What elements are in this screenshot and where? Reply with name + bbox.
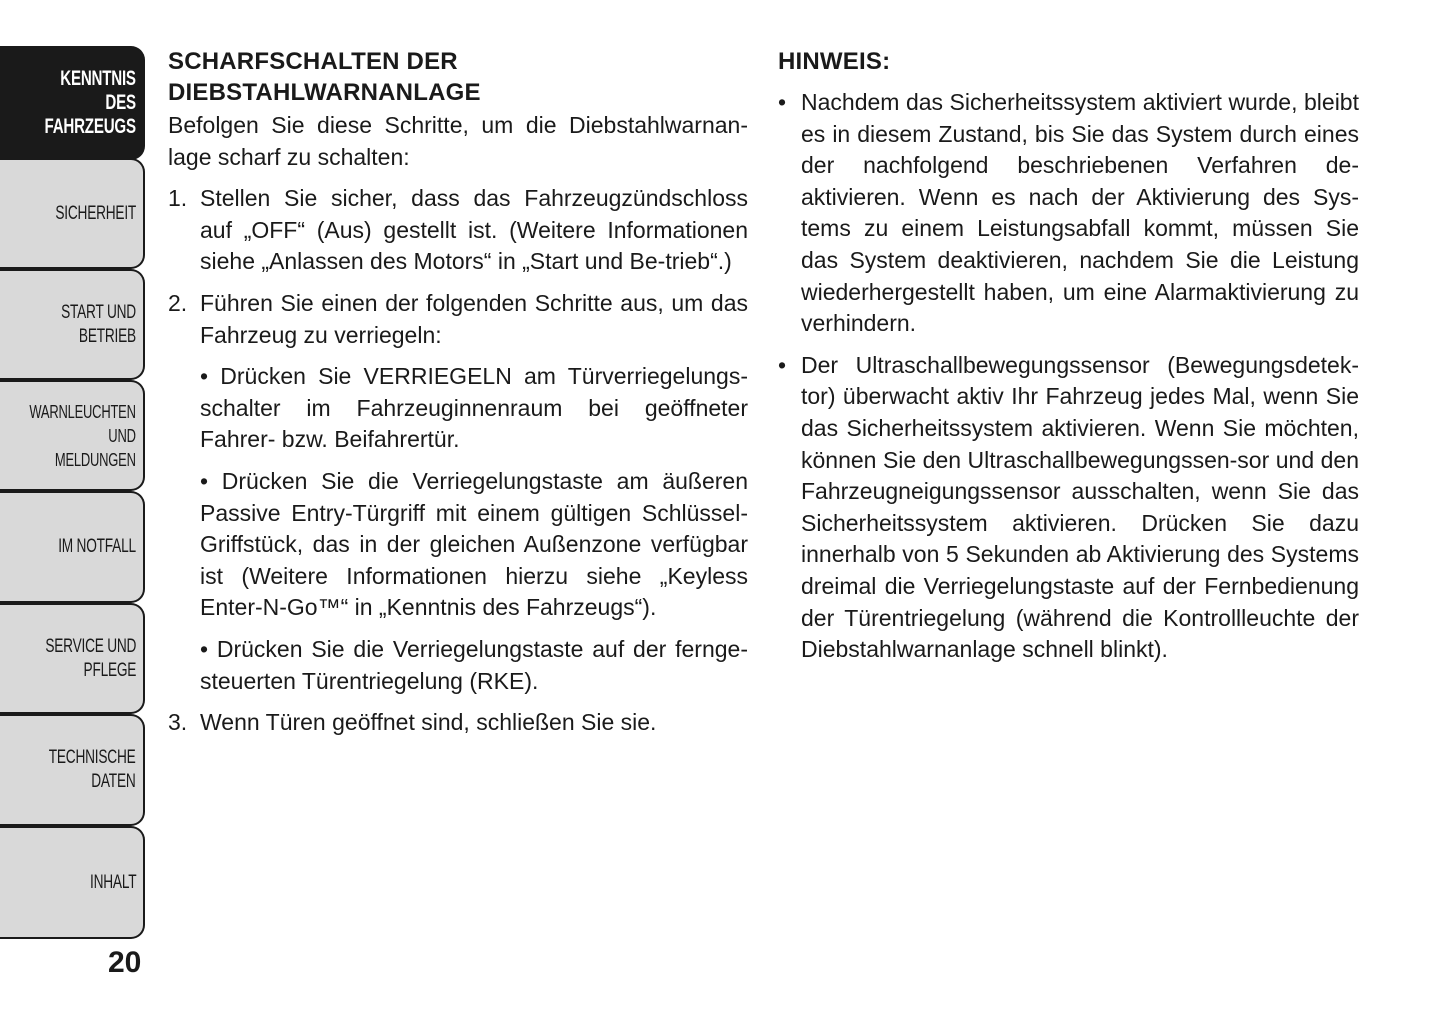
tab-sicherheit[interactable] — [0, 158, 145, 269]
tab-label: KENNTNIS DES FAHRZEUGS — [44, 67, 137, 138]
tab-label: INHALT — [89, 871, 136, 893]
tab-inhalt[interactable] — [0, 826, 145, 939]
tab-label: SERVICE UND PFLEGE — [45, 635, 136, 681]
tab-label: IM NOTFALL — [58, 536, 136, 557]
step-text: Wenn Türen geöffnet sind, schließen Sie sie. — [200, 709, 657, 736]
tab-label: SICHERHEIT — [55, 202, 136, 224]
step-text: Führen Sie einen der folgenden Schritte aus, um das Fahrzeug zu verriegeln: — [200, 289, 748, 348]
tab-technische-daten[interactable] — [0, 714, 145, 826]
left-column — [168, 46, 748, 749]
section-heading: SCHARFSCHALTEN DER DIEBSTAHLWARNANLAGE — [168, 48, 481, 106]
note-heading: HINWEIS: — [778, 48, 891, 75]
step-item — [168, 183, 748, 278]
bullet-symbol: • — [778, 351, 787, 378]
note-text: Nachdem das Sicherheitssystem aktiviert wurde, bleibt es in diesem Zustand, bis Sie das System durch eines der nachfolgend beschriebenen Verfahren de-aktivieren. Wenn es nach der Aktivierung des Sys-tems zu einem Leistungsabfall kommt, müssen Sie das System deaktivieren, nachdem Sie die Leistung wiederhergestellt haben, um eine Alarmaktivierung zu verhindern. — [801, 89, 1359, 337]
tab-label: START UND BETRIEB — [61, 301, 136, 347]
tab-im-notfall[interactable] — [0, 491, 145, 603]
tab-warnleuchten-und-meldungen[interactable] — [0, 380, 145, 491]
page-number: 20 — [108, 946, 142, 979]
step-text: Stellen Sie sicher, dass das Fahrzeugzündschloss auf „OFF“ (Aus) gestellt ist. (Weitere Informationen siehe „Anlassen des Motors“ in „Start und Be-trieb“.) — [200, 185, 748, 275]
tab-kenntnis-des-fahrzeugs[interactable] — [0, 46, 145, 160]
tab-label: WARNLEUCHTEN UND MELDUNGEN — [29, 401, 136, 470]
intro-paragraph: Befolgen Sie diese Schritte, um die Diebstahlwarnan-lage scharf zu schalten: — [168, 112, 748, 170]
bullet-symbol: • — [778, 89, 787, 115]
tab-start-und-betrieb[interactable] — [0, 269, 145, 380]
tab-label: TECHNISCHE DATEN — [49, 747, 136, 792]
sub-step-item: • Drücken Sie die Verriegelungstaste auf der fernge-steuerten Türentriegelung (RKE). — [200, 635, 748, 694]
step-number: 3. — [168, 709, 188, 736]
step-number: 2. — [168, 289, 188, 316]
step-number: 1. — [168, 185, 188, 212]
sub-step-item: • Drücken Sie die Verriegelungstaste am äußeren Passive Entry-Türgriff mit einem gültigen Schlüssel-Griffstück, das in der gleichen Außenzone verfügbar ist (Weitere Informationen hierzu siehe „Keyless Enter-N-Go™“ in „Kenntnis des Fahrzeugs“). — [200, 467, 748, 621]
note-bullet — [778, 87, 1359, 340]
sub-step-item: • Drücken Sie VERRIEGELN am Türverriegelungs-schalter im Fahrzeuginnenraum bei geöffneter Fahrer- bzw. Beifahrertür. — [200, 363, 748, 453]
note-bullet — [778, 350, 1359, 666]
note-text: Der Ultraschallbewegungssensor (Bewegungsdetek-tor) überwacht aktiv Ihr Fahrzeug jedes Mal, wenn Sie das Sicherheitssystem aktivieren. Wenn Sie möchten, können Sie den Ultraschallbewegungssen-sor und den Fahrzeugneigungssensor ausschalten, wenn Sie das Sicherheitssystem aktivieren. Drücken Sie dazu innerhalb von 5 Sekunden ab Aktivierung des Systems dreimal die Verriegelungstaste auf der Fernbedienung der Türentriegelung (während die Kontrollleuchte der Diebstahlwarnanlage schnell blinkt). — [801, 351, 1359, 663]
step-item — [168, 707, 748, 739]
step-item — [168, 288, 748, 351]
tab-service-und-pflege[interactable] — [0, 603, 145, 714]
right-column — [778, 46, 1359, 676]
